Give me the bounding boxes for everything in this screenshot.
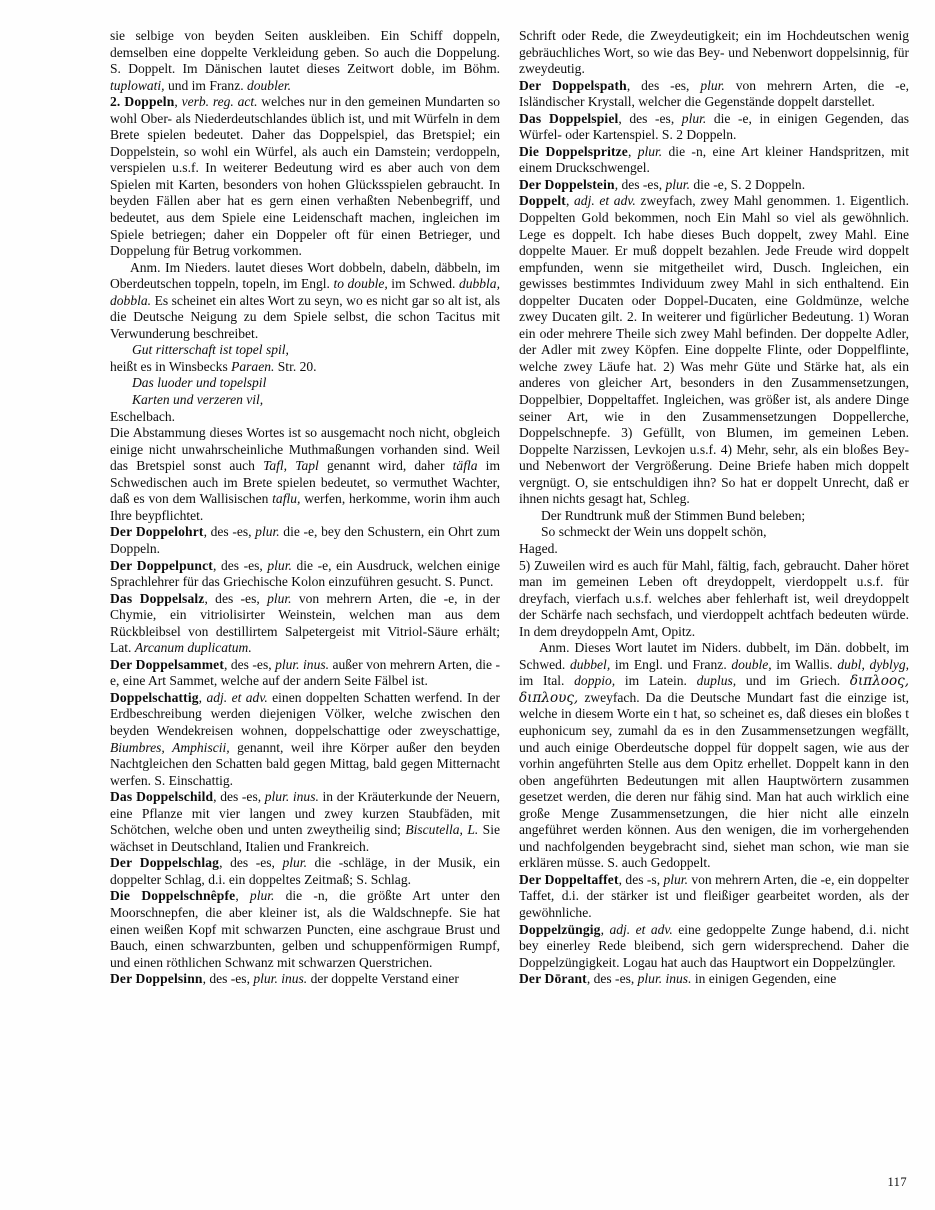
dictionary-entry: Das Doppelspiel, des -es, plur. die -e, in einigen Gegenden, das Würfel- oder Kartenspiel. S. 2 Doppeln. <box>519 110 909 143</box>
source-attribution: Haged. <box>519 540 558 556</box>
dictionary-entry: Der Doppeltaffet, des -s, plur. von mehrern Arten, die -e, ein doppelter Taffet, d.i. der stärker ist und fleißiger gearbeitet worden, als der gewöhnliche. <box>519 871 909 920</box>
dictionary-entry: Der Doppelpunct, des -es, plur. die -e, ein Ausdruck, welchen einige Sprachlehrer für das Griechische Kolon einzuführen gesucht. S. Punct. <box>110 557 501 590</box>
dictionary-entry: Das Doppelschild, des -es, plur. inus. in der Kräuterkunde der Neuern, eine Pflanze mit vier langen und zwey kurzen Staubfäden, mit Schötchen, welche oben und unten zweytheilig sind; Biscutella, L. Sie wächset in Deutschland, Italien und Frankreich. <box>110 789 500 854</box>
dictionary-entry: Der Doppelohrt, des -es, plur. die -e, bey den Schustern, ein Ohrt zum Doppeln. <box>110 524 500 556</box>
verse-line: Gut ritterschaft ist topel spil, <box>132 342 289 358</box>
dictionary-entry: Das Doppelsalz, des -es, plur. von mehrern Arten, die -e, in der Chymie, ein vitriolisirter Weinstein, welchen man aus dem Rückbleibsel von destillirtem Salpetergeist mit Vitriol-Säure erhält; Lat. Arcanum duplicatum. <box>110 590 500 656</box>
paragraph: 5) Zuweilen wird es auch für Mahl, fältig, fach, gebraucht. Daher höret man im gemeinen Leben oft dreydoppelt, vierdoppelt u.s.f. für dreyfach, vierfach u.s.f. welches aber fehlerhaft ist, weil dreydoppelt der Schärfe nach sechsfach, und vierdoppelt achtfach bedeuten würde. In dem dreydoppeln Amt, Opitz. <box>519 557 909 639</box>
dictionary-entry: Der Dōrant, des -es, plur. inus. in einigen Gegenden, eine <box>519 971 837 987</box>
paragraph: 2. Doppeln, verb. reg. act. welches nur in den gemeinen Mundarten so wohl Ober- als Niederdeutschlandes üblich ist, und mit Würfeln in dem Brete spielen bedeutet. Daher das Doppelspiel, das Bretspiel; ein Doppelstein, so wohl ein Würfel, als auch ein Damstein; verdoppeln, verspielen u.s.f. In weiterer Bedeutung wird es aber auch von dem Spielen mit Karten, besonders von hohen Glücksspielen gebraucht. In beyden Fällen aber hat es gern einen verhaßten Nebenbegriff, und bedeutet, aus dem Spiele eine Leidenschaft machen, ingleichen im Spiele betriegen; daher ein Doppeler oft für einen Betrieger, und Doppelung für Betrug vorkommen. <box>110 94 500 259</box>
paragraph: Anm. Dieses Wort lautet im Niders. dubbelt, im Dän. dobbelt, im Schwed. dubbel, im Engl. und Franz. double, im Wallis. dubl, dyblyg, im Ital. doppio, im Latein. duplus, und im Griech. διπλοος, διπλους, zweyfach. Da die Deutsche Mundart fast die einzige ist, welche in diesem Worte ein t hat, so scheinet es, daß dieses ein bloßes t euphonicum sey, zumahl da es in den Zusammensetzungen wegfällt, und auch einige Oberdeutsche doppel für doppelt sagen, wie aus der vorhin angeführten Stelle aus dem Opitz erhellet. Doppelt kann in den oben angeführten Bedeutungen mit allen Hauptwörtern zusammen gesetzet werden, die deren nur fähig sind. Man hat auch wirklich eine große Menge Zusammensetzungen, die hier nicht alle einzeln angeführet werden können. Aus den wenigen, die im vorhergehenden und nachfolgenden beygebracht sind, siehet man schon, wie man sie erklären müsse. S. auch Gedoppelt. <box>519 640 910 871</box>
dictionary-entry: Der Doppelsinn, des -es, plur. inus. der doppelte Verstand einer <box>110 971 459 987</box>
dictionary-entry: Doppelt, adj. et adv. zweyfach, zwey Mahl genommen. 1. Eigentlich. Doppelten Gold bekommen, noch Ein Mahl so viel als gewöhnlich. Lege es doppelt. Ich habe dieses Buch doppelt, zwey Mahl. Eine doppelte Mauer. Er muß doppelt bezahlen. Jede Freude wird doppelt empfunden, wenn sie mitgetheilet wird, Dusch. Ingleichen, ein gewisses bestimmtes Individuum zwey Mahl in sich enthaltend. Ein doppelter Ducaten oder Doppel-Ducaten, eine Goldmünze, welche zwey Ducaten gilt. 2. In weiterer und figürlicher Bedeutung. 1) Woran ein oder mehrere Theile sich zwey Mahl befinden. Der doppelte Adler, der Adler mit zwey Köpfen. Eine doppelte Flinte, oder Doppelflinte, welche zwey Läufe hat. 2) Was mehr Güte und Stärke hat, als ein anderes von gleicher Art, besonders in den Zusammensetzungen, Doppelbier, Doppeltaffet. Ingleichen, was größer ist, als andere Dinge seiner Art, wie in den Zusammensetzungen Doppellerche, Doppelschnepfe. 3) Gefüllt, von Blumen, im gemeinen Leben. Doppelte Narzissen, Levkojen u.s.f. 4) Mehr, sehr, als ein bloßes Bey- und Nebenwort der Vergrößerung. Deine Briefe haben mich doppelt vergnügt. O, sie entschuldigen ihn? So hat er doppelt Unrecht, daß er ihnen nichts gesagt hat, Schleg. <box>519 193 909 507</box>
dictionary-entry: Der Doppelsammet, des -es, plur. inus. außer von mehrern Arten, die -e, eine Art Sammet, welche auf der andern Seite Fälbel ist. <box>110 656 501 689</box>
paragraph: sie selbige von beyden Seiten auskleiben. Ein Schiff doppeln, demselben eine doppelte Verkleidung geben. So auch die Doppelung. S. Doppelt. Im Dänischen lautet dieses Zeitwort doble, im Böhm. tuplowati, und im Franz. doubler. <box>110 28 500 93</box>
left-text-column <box>110 28 500 1178</box>
paragraph: heißt es in Winsbecks Paraen. Str. 20. <box>110 358 317 374</box>
paragraph: Anm. Im Nieders. lautet dieses Wort dobbeln, dabeln, däbbeln, im Oberdeutschen toppeln, topeln, im Engl. to double, im Schwed. dubbla, dobbla. Es scheinet ein altes Wort zu seyn, wo es nicht gar so alt ist, als die Deutsche Neigung zu dem Spiele selbst, die schon Tacitus mit Verwunderung beschreibet. <box>110 259 500 341</box>
paragraph: Schrift oder Rede, die Zweydeutigkeit; ein im Hochdeutschen wenig gebräuchliches Wort, so wie das Bey- und Nebenwort doppelsinnig, für zweydeutig. <box>519 28 909 77</box>
dictionary-entry: Der Doppelschlag, des -es, plur. die -schläge, in der Musik, ein doppelter Schlag, d.i. ein doppeltes Zeitmaß; S. Schlag. <box>110 855 500 887</box>
verse-quotation <box>519 508 909 541</box>
verse-line: So schmeckt der Wein uns doppelt schön, <box>541 524 767 540</box>
dictionary-entry: Doppelzüngig, adj. et adv. eine gedoppelte Zunge habend, d.i. nicht bey einerley Rede bleibend, sich gern widersprechend. Daher die Doppelzüngigkeit. Logau hat auch das Hauptwort ein Doppelzüngler. <box>519 921 909 970</box>
dictionary-entry: Die Doppelschnêpfe, plur. die -n, die größte Art unter den Moorschnepfen, die aber kleiner ist, als die Waldschnepfe. Sie hat einen weißen Kopf mit schwarzen Puncten, eine aschgraue Brust und Bauch, einen schwarzbunten, gelben und schuppenförmigen Rumpf, und einen röthlichen Schwanz mit schwarzen Querstrichen. <box>110 888 500 970</box>
verse-quotation <box>110 342 500 359</box>
dictionary-entry: Die Doppelspritze, plur. die -n, eine Art kleiner Handspritzen, mit einem Druckschwengel. <box>519 143 909 176</box>
dictionary-entry: Der Doppelspath, des -es, plur. von mehrern Arten, die -e, Isländischer Krystall, welcher die Gegenstände doppelt darstellet. <box>519 77 909 110</box>
paragraph: Die Abstammung dieses Wortes ist so ausgemacht noch nicht, obgleich einige nicht unwahrscheinliche Muthmaßungen vorhanden sind. Weil das Bretspiel sonst auch Tafl, Tapl genannt wird, daher täfla im Schwedischen auch im Brete spielen bedeutet, so vermuthet Wachter, daß es von dem Wallisischen taflu, werfen, herkomme, worin ihm auch Ihre beypflichtet. <box>110 425 501 523</box>
verse-quotation <box>110 375 500 408</box>
page-number: 117 <box>887 1175 907 1189</box>
verse-line: Der Rundtrunk muß der Stimmen Bund beleben; <box>541 507 806 523</box>
source-attribution: Eschelbach. <box>110 408 176 424</box>
right-text-column <box>519 28 909 1178</box>
verse-line: Das luoder und topelspil <box>132 375 267 391</box>
two-column-text-body <box>110 28 910 1178</box>
dictionary-entry: Der Doppelstein, des -es, plur. die -e, S. 2 Doppeln. <box>519 176 806 192</box>
verse-line: Karten und verzeren vil, <box>132 392 264 408</box>
dictionary-entry: Doppelschattig, adj. et adv. einen doppelten Schatten werfend. In der Erdbeschreibung werden diejenigen Völker, welche zwischen den beyden Wendekreisen wohnen, doppelschattige oder zweyschattige, Biumbres, Amphiscii, genannt, weil ihre Körper außer den beyden Nachtgleichen den Schatten bald gegen Mittag, bald gegen Mitternacht werfen. S. Einschattig. <box>110 689 500 788</box>
